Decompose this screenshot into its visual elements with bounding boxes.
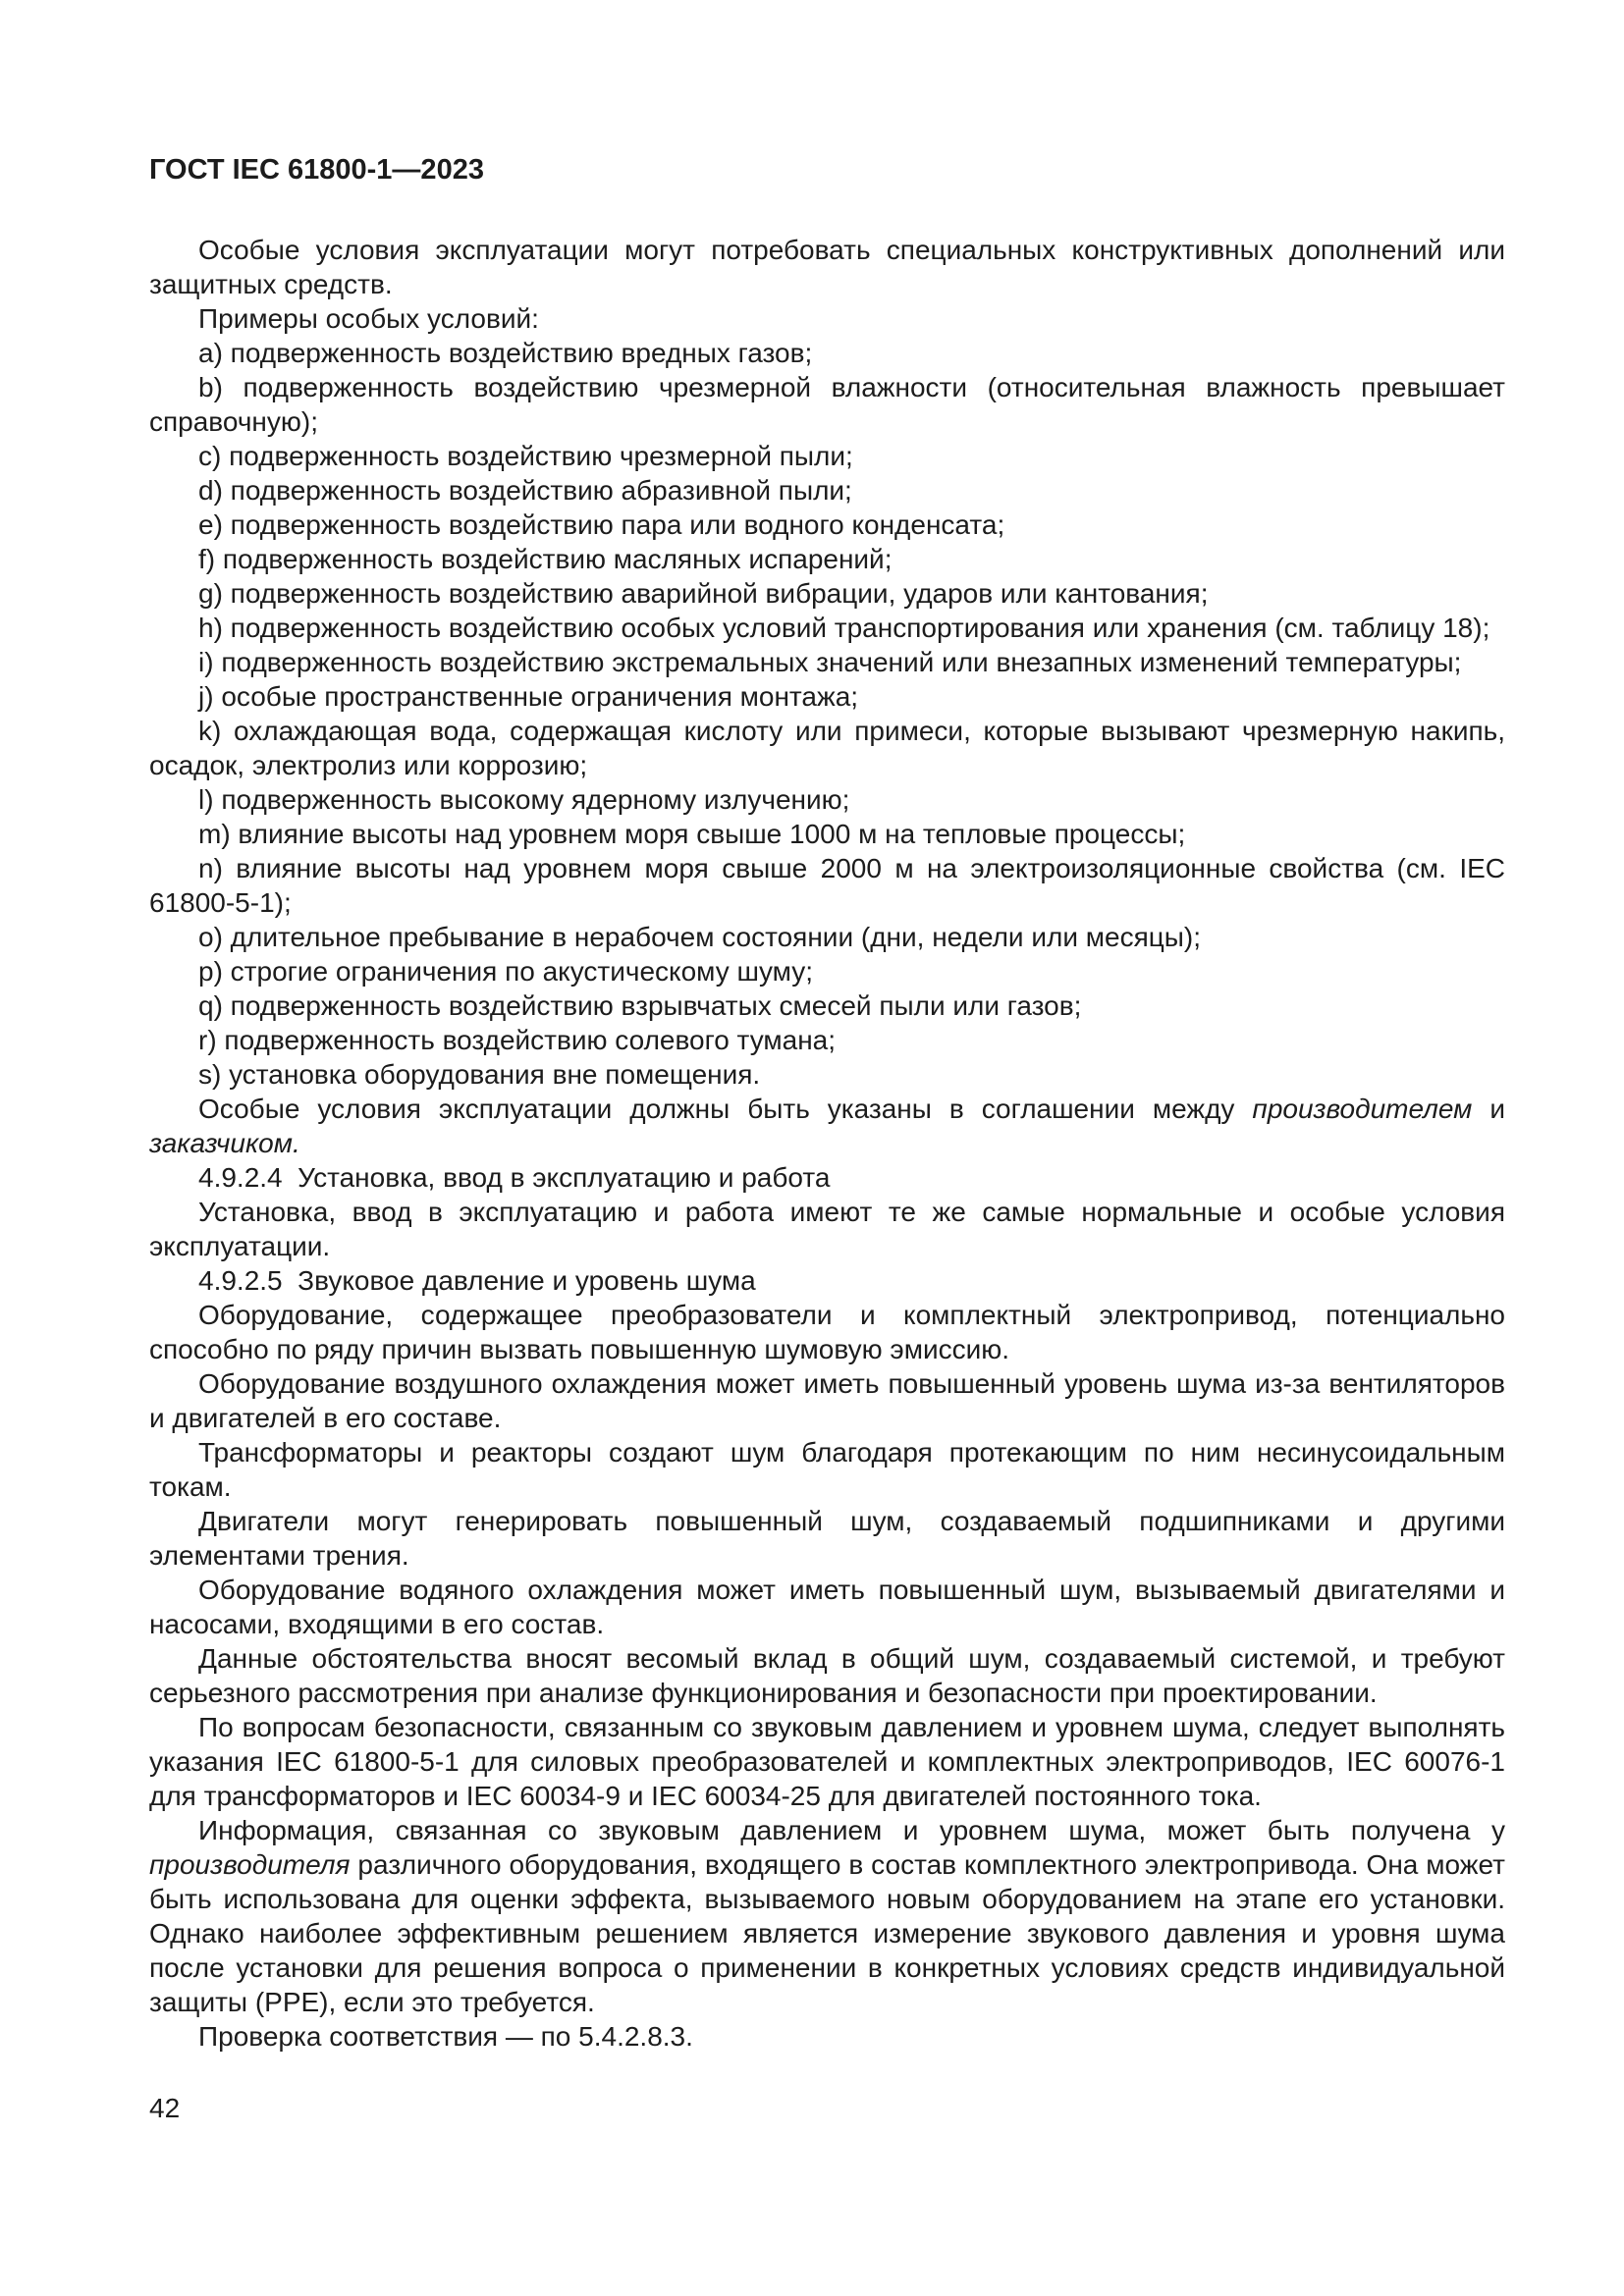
list-item [149,988,1505,1023]
list-item [149,507,1505,542]
paragraph [149,1813,1505,2019]
paragraph [149,233,1505,301]
paragraph [149,1641,1505,1710]
list-item [149,714,1505,782]
paragraph [149,1435,1505,1504]
list-item [149,576,1505,611]
text-segment: Двигатели могут генерировать повышенный шум, создаваемый подшипниками и другими элементами трения. [149,1506,1505,1571]
list-item [149,1057,1505,1092]
paragraph [149,1366,1505,1435]
text-segment: 4.9.2.5 Звуковое давление и уровень шума [198,1265,756,1296]
list-item [149,851,1505,920]
list-item [149,542,1505,576]
text-segment: различного оборудования, входящего в состав комплектного электропривода. Она может быть использована для оценки эффекта, вызываемого новым оборудованием на этапе его установки. Однако наиболее эффективным решением является измерение звукового давления и уровня шума после установки для решения вопроса о применении в конкретных условиях средств индивидуальной защиты (PPE), если это требуется. [149,1849,1505,2017]
list-item [149,370,1505,439]
text-segment: c) подверженность воздействию чрезмерной пыли; [198,441,853,471]
paragraph [149,1504,1505,1573]
list-item [149,679,1505,714]
text-segment: Оборудование водяного охлаждения может иметь повышенный шум, вызываемый двигателями и насосами, входящими в его состав. [149,1575,1505,1639]
paragraph [149,1092,1505,1160]
text-segment: Данные обстоятельства вносят весомый вклад в общий шум, создаваемый системой, и требуют серьезного рассмотрения при анализе функционирования и безопасности при проектировании. [149,1643,1505,1708]
document-header-title: ГОСТ IEC 61800-1—2023 [149,154,484,186]
document-body [149,233,1505,2054]
list-item [149,645,1505,679]
list-item [149,954,1505,988]
text-segment: g) подверженность воздействию аварийной вибрации, ударов или кантования; [198,578,1209,609]
paragraph [149,1710,1505,1813]
text-segment: и [1472,1094,1506,1124]
text-segment: Информация, связанная со звуковым давлением и уровнем шума, может быть получена у [198,1815,1505,1845]
text-segment: j) особые пространственные ограничения монтажа; [198,681,859,712]
paragraph [149,2019,1505,2054]
text-segment: k) охлаждающая вода, содержащая кислоту или примеси, которые вызывают чрезмерную накипь, осадок, электролиз или коррозию; [149,716,1505,780]
text-segment: f) подверженность воздействию масляных испарений; [198,544,893,574]
text-segment: Трансформаторы и реакторы создают шум благодаря протекающим по ним несинусоидальным токам. [149,1437,1505,1502]
list-item [149,782,1505,817]
emphasized-text: заказчиком. [149,1128,300,1158]
text-segment: Примеры особых условий: [198,303,539,334]
paragraph [149,1298,1505,1366]
section-heading [149,1160,1505,1195]
text-segment: Особые условия эксплуатации должны быть указаны в соглашении между [198,1094,1253,1124]
text-segment: b) подверженность воздействию чрезмерной влажности (относительная влажность превышает справочную); [149,372,1505,437]
text-segment: n) влияние высоты над уровнем моря свыше 2000 м на электроизоляционные свойства (см. IEC 61800-5-1); [149,853,1505,918]
list-item [149,439,1505,473]
text-segment: Оборудование воздушного охлаждения может иметь повышенный уровень шума из-за вентиляторов и двигателей в его составе. [149,1368,1505,1433]
section-heading [149,1263,1505,1298]
text-segment: o) длительное пребывание в нерабочем состоянии (дни, недели или месяцы); [198,922,1202,952]
emphasized-text: производителем [1252,1094,1473,1124]
text-segment: r) подверженность воздействию солевого тумана; [198,1025,837,1055]
text-segment: m) влияние высоты над уровнем моря свыше 1000 м на тепловые процессы; [198,819,1186,849]
list-item [149,611,1505,645]
text-segment: a) подверженность воздействию вредных газов; [198,338,813,368]
page-number: 42 [149,2093,181,2123]
text-segment: i) подверженность воздействию экстремальных значений или внезапных изменений температуры; [198,647,1462,677]
text-segment: 4.9.2.4 Установка, ввод в эксплуатацию и работа [198,1162,831,1193]
text-segment: Особые условия эксплуатации могут потребовать специальных конструктивных дополнений или защитных средств. [149,235,1505,299]
list-item [149,920,1505,954]
paragraph [149,1573,1505,1641]
text-segment: Проверка соответствия — по 5.4.2.8.3. [198,2021,693,2052]
text-segment: По вопросам безопасности, связанным со звуковым давлением и уровнем шума, следует выполнять указания IEC 61800-5-1 для силовых преобразователей и комплектных электроприводов, IEC 60076-1 для трансформаторов и IEC 60034-9 и IEC 60034-25 для двигателей постоянного тока. [149,1712,1505,1811]
text-segment: Оборудование, содержащее преобразователи и комплектный электропривод, потенциально способно по ряду причин вызвать повышенную шумовую эмиссию. [149,1300,1505,1364]
text-segment: h) подверженность воздействию особых условий транспортирования или хранения (см. таблицу 18); [198,613,1490,643]
list-item [149,473,1505,507]
text-segment: s) установка оборудования вне помещения. [198,1059,761,1090]
text-segment: l) подверженность высокому ядерному излучению; [198,784,850,815]
list-item [149,817,1505,851]
text-segment: q) подверженность воздействию взрывчатых смесей пыли или газов; [198,990,1082,1021]
text-segment: e) подверженность воздействию пара или водного конденсата; [198,509,1005,540]
list-item [149,336,1505,370]
text-segment: Установка, ввод в эксплуатацию и работа имеют те же самые нормальные и особые условия эксплуатации. [149,1197,1505,1261]
text-segment: p) строгие ограничения по акустическому шуму; [198,956,814,987]
text-segment: d) подверженность воздействию абразивной пыли; [198,475,852,506]
paragraph [149,301,1505,336]
list-item [149,1023,1505,1057]
paragraph [149,1195,1505,1263]
emphasized-text: производителя [149,1849,351,1880]
